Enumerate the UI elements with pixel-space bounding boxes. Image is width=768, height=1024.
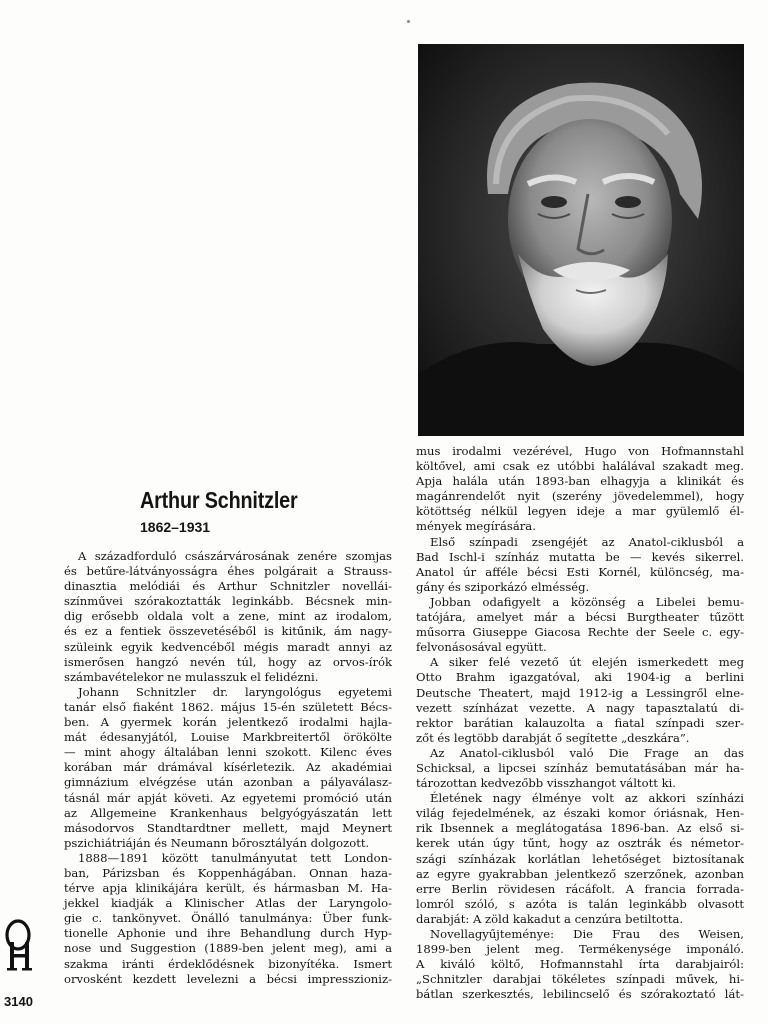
text-line: térve apja klinikájára került, és hármasban M. Ha-: [64, 881, 392, 896]
text-line: korában már drámával kísérletezik. Az akadémiai: [64, 760, 392, 775]
oh-monogram-icon: [4, 918, 38, 972]
left-text-column: [64, 549, 392, 987]
text-line: mények megírására.: [416, 519, 536, 534]
text-line: és ez a fentiek összevetéséből is kitűnik, ám nagy-: [64, 624, 392, 639]
text-line: „Schnitzler darabjai tökéletes színpadi művek, hi-: [416, 972, 744, 987]
text-line: 1899-ben jelent meg. Termékenysége imponáló.: [416, 942, 744, 957]
text-line: gimnázium elvégzése után azonban a pályaválasz-: [64, 775, 392, 790]
text-line: A kiváló költő, Hofmannstahl írta darabjairól:: [416, 957, 744, 972]
portrait-illustration: [418, 44, 744, 436]
text-line: Novellagyűjteménye: Die Frau des Weisen,: [430, 927, 744, 941]
text-line: vezett színházat vezette. A nagy tapasztalatú di-: [416, 700, 744, 715]
text-line: színművei szórakoztatták leginkább. Bécsnek min-: [64, 594, 392, 609]
text-line: ban, Párizsban és Koppenhágában. Onnan haza-: [64, 865, 392, 880]
text-line: tásnál már apját követi. Az egyetemi promóció után: [64, 790, 392, 805]
article-title: Arthur Schnitzler: [140, 487, 298, 513]
text-line: az Allgemeine Krankenhaus belgyógyászatán lett: [64, 805, 392, 820]
publisher-logo: [4, 918, 38, 972]
text-line: lomról szóló, s azóta is talán leginkább olvasott: [416, 896, 744, 911]
right-text-column: [416, 444, 744, 1002]
text-line: szági színházak korlátlan lehetőséget biztosítanak: [416, 851, 744, 866]
text-line: jekkel kiadják a Klinischer Atlas der Laryngolo-: [64, 896, 392, 911]
text-line: költővel, ami csak ez utóbbi halálával szakadt meg.: [416, 459, 744, 474]
text-line: gány és sziporkázó elmésség.: [416, 579, 590, 594]
text-line: rektor barátian kalauzolta a fiatal színpadi szer-: [416, 715, 744, 730]
text-line: Az Anatol-ciklusból való Die Frage an das: [430, 745, 744, 760]
text-line: — mint ahogy általában lenni szokott. Kilenc éves: [64, 745, 392, 760]
text-line: dinasztia melódiái és Arthur Schnitzler novellái-: [64, 579, 392, 594]
text-line: Schicksal, a lipcsei színház bemutatásában már ha-: [416, 760, 744, 775]
text-line: magánrendelőt nyit (szerény jövedelemmel), hogy: [416, 489, 744, 504]
text-line: mát édesanyjától, Louise Markbreitertől örökölte: [64, 730, 392, 745]
text-line: tatójára, amelyet már a bécsi Burgtheater tűzött: [416, 610, 744, 625]
text-line: tározottan kedvezőbb visszhangot váltott ki.: [416, 776, 676, 791]
text-line: tanár első fiaként 1862. május 15-én született Bécs-: [64, 699, 392, 714]
text-line: orvosként kezdett levelezni a bécsi impresszioniz-: [64, 971, 392, 986]
text-line: erre Berlin rövidesen rácáfolt. A francia forrada-: [416, 881, 744, 896]
text-line: mus irodalmi vezérével, Hugo von Hofmannstahl: [416, 444, 744, 458]
text-line: dig erősebb oldala volt a zene, mint az irodalom,: [64, 609, 392, 624]
text-line: nose und Suggestion (1889-ben jelent meg), ami a: [64, 941, 392, 956]
text-line: Apja halála után 1893-ban elhagyja a klinikát és: [416, 474, 744, 489]
text-line: másodorvos Standtardtner mellett, majd Meynert: [64, 820, 392, 835]
text-line: tionelle Aphonie und ihre Behandlung durch Hyp-: [64, 926, 392, 941]
text-line: és betűre-látványosságra éhes polgárait a Strauss-: [64, 564, 392, 579]
text-line: Johann Schnitzler dr. laryngológus egyetemi: [78, 684, 392, 699]
text-line: Anatol úr afféle bécsi Esti Kornél, különcség, ma-: [416, 564, 744, 579]
page-number: 3140: [4, 994, 33, 1009]
text-line: 1888—1891 között tanulmányutat tett London-: [78, 850, 392, 865]
text-line: ben. A gyermek korán jelentkező irodalmi hajla-: [64, 715, 392, 730]
text-line: A siker felé vezető út elején ismerkedett meg: [430, 655, 744, 670]
text-line: kerek után úgy tűnt, hogy az osztrák és németor-: [416, 836, 744, 851]
scan-speck: [407, 20, 410, 23]
text-line: kötöttség nélkül legyen ideje a mar gyülemlő él-: [416, 504, 744, 519]
text-line: bátlan szerkesztés, lebilincselő és szórakoztató lát-: [416, 987, 744, 1002]
text-line: műsorra Giuseppe Giacosa Rechte der Seele c. egy-: [416, 625, 744, 640]
text-line: Jobban odafigyelt a közönség a Libelei bemu-: [430, 594, 744, 609]
text-line: A századforduló császárvárosának zenére szomjas: [78, 549, 392, 563]
text-line: számbavételekor ne mulasszuk el felidézni.: [64, 669, 319, 684]
text-line: ismerősen hangzó nevén túl, hogy az orvos-írók: [64, 654, 392, 669]
text-line: zőt és legtöbb darabját ő segítette „deszkára”.: [416, 730, 690, 745]
article-dates: 1862–1931: [140, 519, 211, 535]
text-line: gie c. tankönyvet. Önálló tanulmánya: Über funk-: [64, 911, 392, 926]
text-line: Első színpadi zsengéjét az Anatol-ciklusból a: [430, 534, 744, 549]
text-line: világ fejedelmének, az északi komor óriásnak, Hen-: [416, 806, 744, 821]
text-line: az egyre gyakrabban jelentkező szerzőnek, azonban: [416, 866, 744, 881]
text-line: szakma iránti érdeklődésnek bizonyítéka. Ismert: [64, 956, 392, 971]
text-line: felvonásosával együtt.: [416, 640, 547, 655]
text-line: Bad Ischl-i színház mutatta be — kevés sikerrel.: [416, 549, 744, 564]
text-line: rik Ibsennek a meglátogatása 1896-ban. Az első si-: [416, 821, 744, 836]
text-line: darabját: A zöld kakadut a cenzúra betiltotta.: [416, 911, 684, 926]
text-line: Életének nagy élménye volt az akkori színházi: [430, 791, 744, 806]
text-line: Otto Brahm igazgatóval, aki 1904-ig a berlini: [416, 670, 744, 685]
text-line: pszichiátriáján és Neumann bőrosztályán dolgozott.: [64, 835, 370, 850]
text-line: Deutsche Theatert, majd 1912-ig a Lessingről elne-: [416, 685, 744, 700]
text-line: szüleink egyik kedvencéből mégis maradt annyi az: [64, 639, 392, 654]
portrait-photo: [418, 44, 744, 436]
